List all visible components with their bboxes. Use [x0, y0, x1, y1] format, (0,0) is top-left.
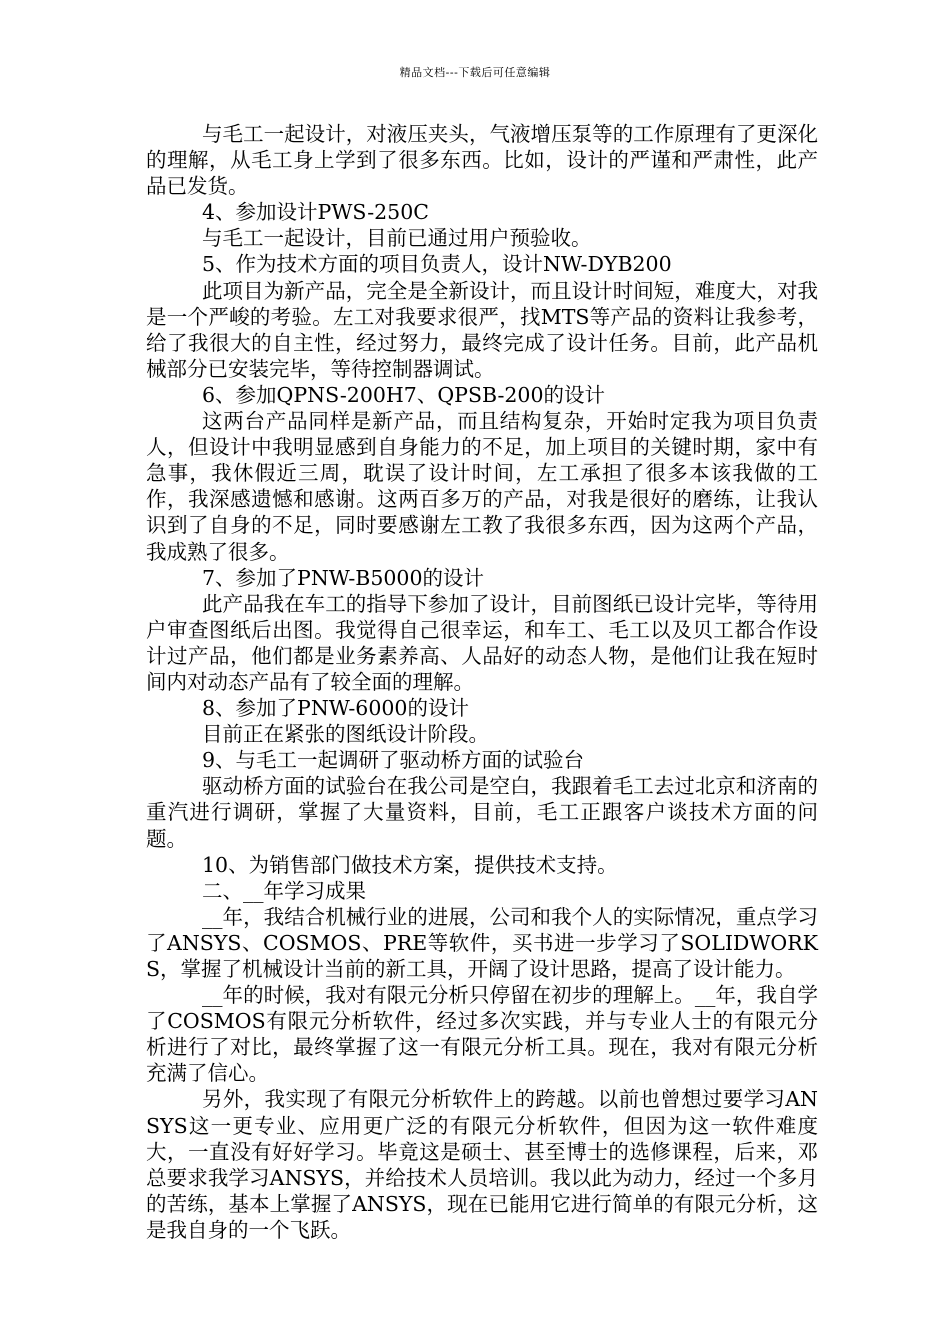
paragraph: 目前正在紧张的图纸设计阶段。 — [202, 722, 489, 747]
paragraph: 这两台产品同样是新产品，而且结构复杂，开始时定我为项目负责人，但设计中我明显感到自身能力的不足，加上项目的关键时期，家中有急事，我休假近三周，耽误了设计时间，左工承担了很多本该我做的工作，我深感遗憾和感谢。这两百多万的产品，对我是很好的磨练，让我认识到了自身的不足，同时要感谢左工教了我很多东西，因为这两个产品，我成熟了很多。 — [146, 409, 818, 564]
paragraph: 与毛工一起设计，对液压夹头，气液增压泵等的工作原理有了更深化的理解，从毛工身上学到了很多东西。比如，设计的严谨和严肃性，此产品已发货。 — [146, 122, 818, 199]
section-item-heading: 10、为销售部门做技术方案，提供技术支持。 — [202, 852, 618, 877]
document-body — [146, 121, 818, 1243]
section-item-heading: 9、与毛工一起调研了驱动桥方面的试验台 — [202, 748, 585, 773]
section-heading: 二、__年学习成果 — [202, 878, 366, 903]
paragraph: 驱动桥方面的试验台在我公司是空白，我跟着毛工去过北京和济南的重汽进行调研，掌握了大量资料，目前，毛工正跟客户谈技术方面的问题。 — [146, 774, 818, 851]
section-item-heading: 7、参加了PNW-B5000的设计 — [202, 565, 485, 590]
section-item-heading: 8、参加了PNW-6000的设计 — [202, 696, 469, 721]
section-item-heading: 4、参加设计PWS-250C — [202, 200, 429, 225]
paragraph: 与毛工一起设计，目前已通过用户预验收。 — [202, 226, 592, 251]
section-item-heading: 6、参加QPNS-200H7、QPSB-200的设计 — [202, 382, 605, 407]
paragraph: 此项目为新产品，完全是全新设计，而且设计时间短，难度大，对我是一个严峻的考验。左工对我要求很严，找MTS等产品的资料让我参考，给了我很大的自主性，经过努力，最终完成了设计任务。目前，此产品机械部分已安装完毕，等待控制器调试。 — [146, 278, 818, 381]
page-header: 精品文档---下载后可任意编辑 — [399, 66, 551, 79]
paragraph: __年，我结合机械行业的进展，公司和我个人的实际情况，重点学习了ANSYS、COSMOS、PRE等软件，买书进一步学习了SOLIDWORKS，掌握了机械设计当前的新工具，开阔了设计思路，提高了设计能力。 — [146, 904, 818, 981]
paragraph: __年的时候，我对有限元分析只停留在初步的理解上。__年，我自学了COSMOS有限元分析软件，经过多次实践，并与专业人士的有限元分析进行了对比，最终掌握了这一有限元分析工具。现在，我对有限元分析充满了信心。 — [146, 983, 818, 1086]
section-item-heading: 5、作为技术方面的项目负责人，设计NW-DYB200 — [202, 252, 672, 277]
paragraph: 另外，我实现了有限元分析软件上的跨越。以前也曾想过要学习ANSYS这一更专业、应用更广泛的有限元分析软件，但因为这一软件难度大，一直没有好好学习。毕竟这是硕士、甚至博士的选修课程，后来，邓总要求我学习ANSYS，并给技术人员培训。我以此为动力，经过一个多月的苦练，基本上掌握了ANSYS，现在已能用它进行简单的有限元分析，这是我自身的一个飞跃。 — [146, 1087, 818, 1242]
paragraph: 此产品我在车工的指导下参加了设计，目前图纸已设计完毕，等待用户审查图纸后出图。我觉得自己很幸运，和车工、毛工以及贝工都合作设计过产品，他们都是业务素养高、人品好的动态人物，是他们让我在短时间内对动态产品有了较全面的理解。 — [146, 591, 818, 694]
